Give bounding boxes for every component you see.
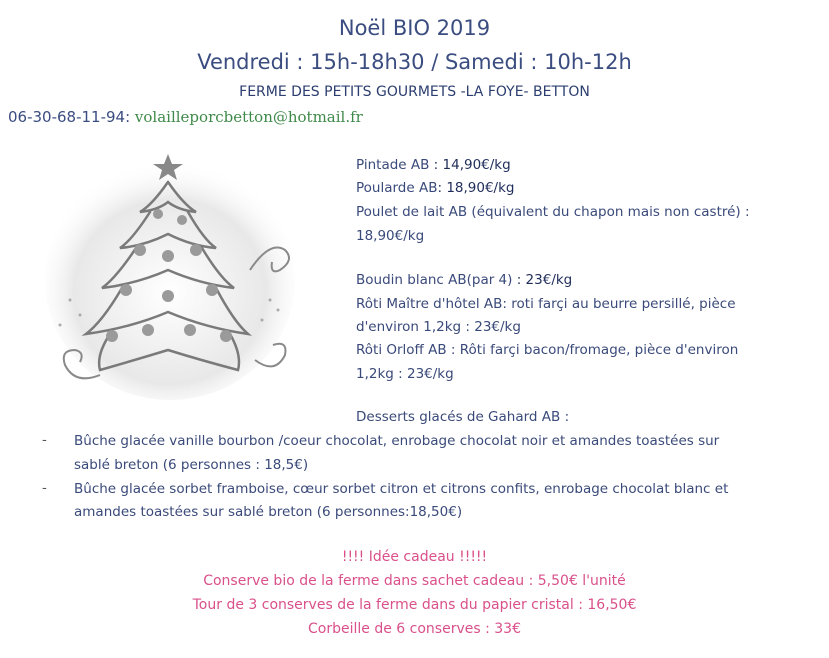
phone-number: 06-30-68-11-94: <box>8 108 131 126</box>
desserts-heading: Desserts glacés de Gahard AB : <box>356 409 570 425</box>
product-poularde: Poularde AB: 18,90€/kg <box>356 180 515 196</box>
gift-item-1: Conserve bio de la ferme dans sachet cadeau : 5,50€ l'unité <box>203 573 626 589</box>
farm-name: FERME DES PETITS GOURMETS -LA FOYE- BETTON <box>239 84 590 100</box>
dessert-item-1-price: sablé breton (6 personnes : 18,5€) <box>74 457 309 473</box>
product-boudin-blanc: Boudin blanc AB(par 4) : 23€/kg <box>356 272 573 288</box>
contact-line <box>8 108 363 126</box>
page-title: Noël BIO 2019 <box>338 16 491 40</box>
email-address[interactable]: volailleporcbetton@hotmail.fr <box>134 108 363 126</box>
product-roti-maitre-hotel: Rôti Maître d'hôtel AB: roti farçi au beurre persillé, pièce <box>356 296 736 312</box>
gift-item-3: Corbeille de 6 conserves : 33€ <box>308 621 521 637</box>
christmas-tree-icon <box>40 150 300 400</box>
dessert-item-2: Bûche glacée sorbet framboise, cœur sorbet citron et citrons confits, enrobage chocolat blanc et <box>74 481 729 497</box>
list-bullet: - <box>42 480 47 496</box>
product-poulet-de-lait: Poulet de lait AB (équivalent du chapon mais non castré) : <box>356 204 750 220</box>
product-poulet-de-lait-price: 18,90€/kg <box>356 228 425 244</box>
gift-item-2: Tour de 3 conserves de la ferme dans du papier cristal : 16,50€ <box>192 597 637 613</box>
gift-heading: !!!! Idée cadeau !!!!! <box>341 549 488 565</box>
opening-hours: Vendredi : 15h-18h30 / Samedi : 10h-12h <box>197 50 632 74</box>
dessert-item-1: Bûche glacée vanille bourbon /coeur chocolat, enrobage chocolat noir et amandes toastées sur <box>74 433 720 449</box>
dessert-item-2-price: amandes toastées sur sablé breton (6 personnes:18,50€) <box>74 504 463 520</box>
product-roti-orloff-price: 1,2kg : 23€/kg <box>356 366 454 382</box>
list-bullet: - <box>42 432 47 448</box>
product-roti-orloff: Rôti Orloff AB : Rôti farçi bacon/fromage, pièce d'environ <box>356 342 739 358</box>
product-pintade: Pintade AB : 14,90€/kg <box>356 157 511 173</box>
product-roti-maitre-hotel-price: d'environ 1,2kg : 23€/kg <box>356 319 521 335</box>
